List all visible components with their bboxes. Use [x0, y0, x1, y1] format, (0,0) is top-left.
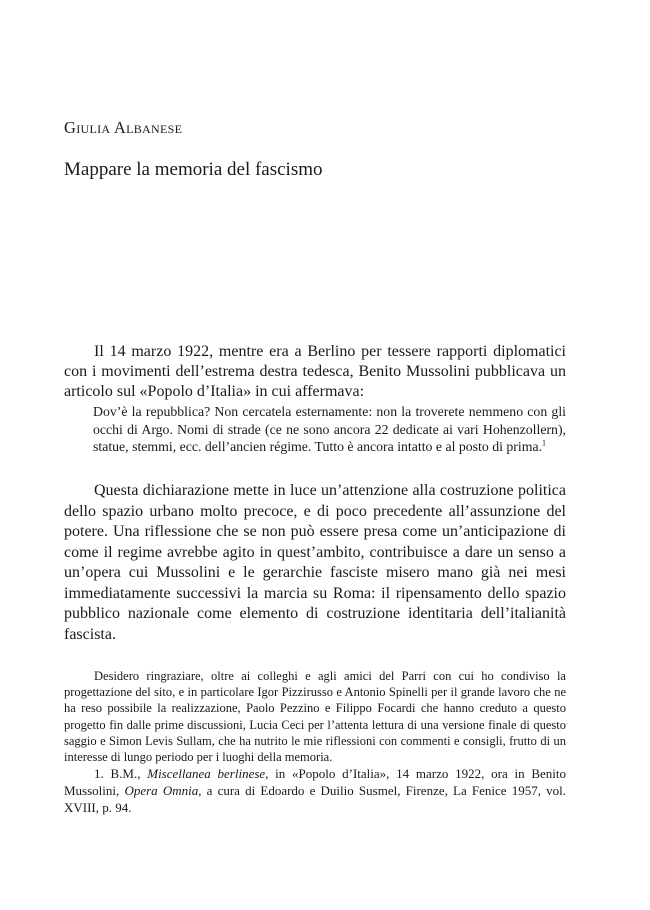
footnote-1 — [64, 765, 566, 816]
body-paragraph: Questa dichiarazione mette in luce un’attenzione alla costruzione politica dello spazio urbano molto precoce, e di poco precedente all’assunzione del potere. Una riflessione che se non può essere presa come un’anticipazione di come il regime avrebbe agito in quest’ambito, contribuisce a dare un senso a un’opera cui Mussolini e le gerarchie fasciste misero mano già nei mesi immediatamente successivi la marcia su Roma: il ripensamento dello spazio pubblico nazionale come elemento di costruzione identitaria dell’italianità fascista. — [64, 482, 566, 643]
footnote-1-author: B.M., — [110, 766, 148, 782]
footnote-1-work: Miscellanea berlinese — [147, 766, 266, 782]
footnote-ref[interactable]: 1 — [542, 438, 547, 448]
article-title: Mappare la memoria del fascismo — [64, 159, 323, 180]
footnote-1-number: 1. — [94, 766, 111, 782]
quote-text: Dov’è la repubblica? Non cercatela esternamente: non la troverete nemmeno con gli occhi di Argo. Nomi di strade (ce ne sono ancora 22 dedicate ai vari Hohenzollern), statue, stemmi, ecc. dell’ancien régime. Tutto è ancora intatto e al posto di prima. — [93, 404, 566, 454]
author-name: Giulia Albanese — [64, 118, 183, 137]
footnote-1-source: , in «Popolo d’Italia», 14 marzo 1922, ora in Benito Mussolini, — [64, 766, 567, 799]
footnote-1-publication: , a cura di Edoardo e Duilio Susmel, Firenze, La Fenice 1957, vol. XVIII, p. 94. — [64, 783, 567, 816]
footnote-1-collection: Opera Omnia — [124, 783, 199, 799]
footnotes — [64, 668, 566, 816]
intro-paragraph: Il 14 marzo 1922, mentre era a Berlino per tessere rapporti diplomatici con i movimenti dell’estrema destra tedesca, Benito Mussolini pubblicava un articolo sul «Popolo d’Italia» in cui affermava: — [64, 343, 566, 400]
acknowledgement-note: Desidero ringraziare, oltre ai colleghi e agli amici del Parri con cui ho condiviso la progettazione del sito, e in particolare Igor Pizzirusso e Antonio Spinelli per il grande lavoro che ne ha reso possibile la realizzazione, Paolo Pezzino e Filippo Focardi che hanno creduto a questo progetto fin dalle prime discussioni, Lucia Ceci per l’attenta lettura di una versione finale di questo saggio e Simon Levis Sullam, che ha nutrito le mie riflessioni con commenti e consigli, frutto di un interesse di lungo periodo per i luoghi della memoria. — [64, 669, 566, 765]
block-quote — [93, 403, 566, 456]
